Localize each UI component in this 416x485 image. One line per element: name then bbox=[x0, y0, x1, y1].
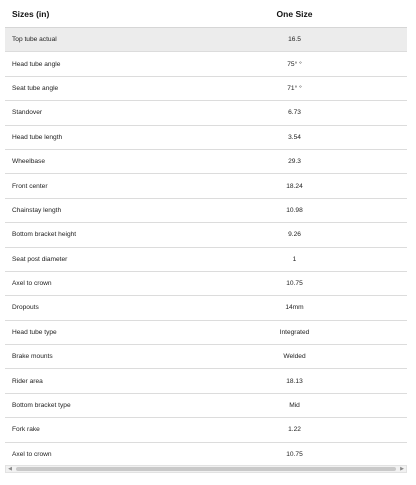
row-label: Dropouts bbox=[12, 304, 39, 312]
row-value: Welded bbox=[283, 353, 306, 361]
table-row bbox=[5, 150, 407, 174]
row-value: 3.54 bbox=[288, 133, 301, 141]
row-value: 6.73 bbox=[288, 109, 301, 117]
table-row bbox=[5, 199, 407, 223]
row-label: Head tube type bbox=[12, 328, 57, 336]
row-value: 18.13 bbox=[286, 377, 303, 385]
row-value: 10.75 bbox=[286, 280, 303, 288]
row-value: Mid bbox=[289, 402, 300, 410]
geometry-table bbox=[5, 0, 407, 467]
row-value: 1 bbox=[292, 255, 297, 263]
header-sizes: Sizes (in) bbox=[12, 8, 50, 19]
row-value: 10.98 bbox=[286, 206, 303, 214]
table-row bbox=[5, 223, 407, 247]
table-row bbox=[5, 345, 407, 369]
row-value: 75° ° bbox=[287, 60, 302, 68]
row-label: Axel to crown bbox=[12, 280, 52, 288]
row-value: 18.24 bbox=[286, 182, 303, 190]
table-row bbox=[5, 418, 407, 442]
row-label: Chainstay length bbox=[12, 206, 62, 214]
table-row bbox=[5, 272, 407, 296]
row-value: 1.22 bbox=[288, 426, 301, 434]
row-label: Brake mounts bbox=[12, 353, 53, 361]
row-label: Front center bbox=[12, 182, 48, 190]
table-row bbox=[5, 369, 407, 393]
table-row bbox=[5, 443, 407, 467]
scroll-left-icon[interactable]: ◀ bbox=[8, 466, 12, 472]
table-row bbox=[5, 248, 407, 272]
table-row bbox=[5, 77, 407, 101]
table-row bbox=[5, 126, 407, 150]
table-row bbox=[5, 296, 407, 320]
row-label: Bottom bracket type bbox=[12, 402, 71, 410]
scrollbar-thumb[interactable] bbox=[16, 467, 396, 471]
row-value: 16.5 bbox=[288, 36, 301, 44]
row-label: Bottom bracket height bbox=[12, 231, 77, 239]
row-label: Standover bbox=[12, 109, 43, 117]
table-row bbox=[5, 394, 407, 418]
row-label: Head tube angle bbox=[12, 60, 61, 68]
table-row bbox=[5, 52, 407, 76]
row-value: 10.75 bbox=[286, 450, 303, 458]
header-one-size: One Size bbox=[276, 8, 313, 19]
row-label: Axel to crown bbox=[12, 450, 52, 458]
table-row bbox=[5, 101, 407, 125]
row-value: 14mm bbox=[285, 304, 304, 312]
row-value: 9.26 bbox=[288, 231, 301, 239]
table-header bbox=[5, 0, 407, 28]
table-row bbox=[5, 28, 407, 52]
row-label: Seat post diameter bbox=[12, 255, 68, 263]
row-value: 29.3 bbox=[288, 158, 301, 166]
row-label: Head tube length bbox=[12, 133, 63, 141]
row-label: Rider area bbox=[12, 377, 43, 385]
row-label: Top tube actual bbox=[12, 36, 57, 44]
scroll-right-icon[interactable]: ▶ bbox=[400, 466, 404, 472]
table-row bbox=[5, 321, 407, 345]
row-value: 71° ° bbox=[287, 84, 302, 92]
horizontal-scrollbar[interactable] bbox=[5, 465, 407, 473]
row-value: Integrated bbox=[279, 328, 310, 336]
row-label: Seat tube angle bbox=[12, 84, 59, 92]
row-label: Fork rake bbox=[12, 426, 40, 434]
table-row bbox=[5, 174, 407, 198]
row-label: Wheelbase bbox=[12, 158, 45, 166]
